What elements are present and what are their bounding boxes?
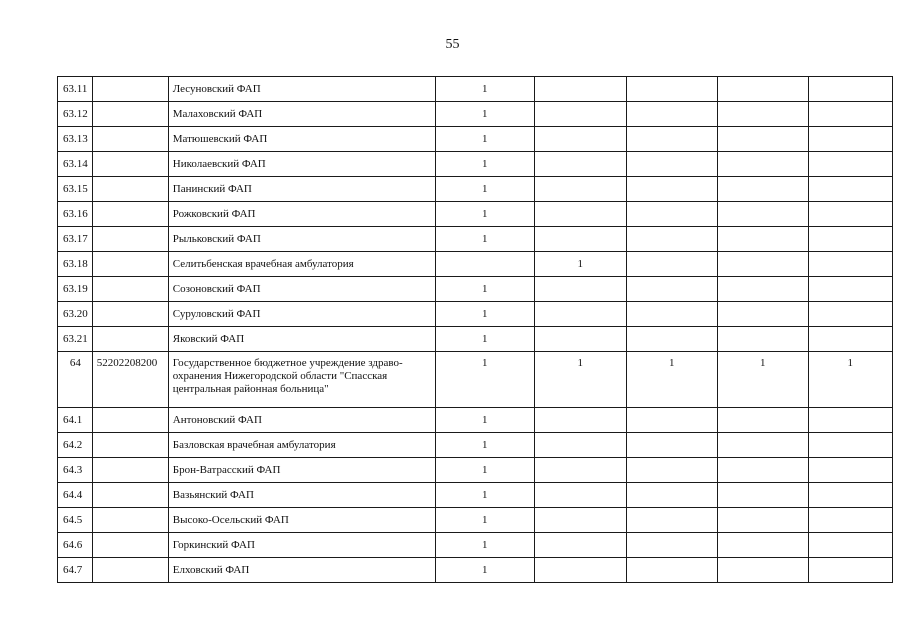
table-row <box>58 433 893 458</box>
value-cell-2 <box>534 152 626 177</box>
value-cell-2 <box>534 408 626 433</box>
value-cell-2 <box>534 327 626 352</box>
facility-name-cell: Николаевский ФАП <box>168 152 435 177</box>
table-row <box>58 352 893 408</box>
row-number-cell: 63.21 <box>58 327 93 352</box>
row-number-cell: 63.13 <box>58 127 93 152</box>
facility-table <box>57 76 893 583</box>
value-cell-1: 1 <box>435 483 534 508</box>
row-code-cell <box>92 102 168 127</box>
facility-name-cell: Лесуновский ФАП <box>168 77 435 102</box>
value-cell-4 <box>717 533 808 558</box>
table-row <box>58 508 893 533</box>
value-cell-5 <box>808 127 892 152</box>
value-cell-1: 1 <box>435 152 534 177</box>
value-cell-5 <box>808 458 892 483</box>
row-code-cell <box>92 252 168 277</box>
row-number-cell: 64.4 <box>58 483 93 508</box>
value-cell-1: 1 <box>435 408 534 433</box>
value-cell-2 <box>534 302 626 327</box>
value-cell-2 <box>534 177 626 202</box>
table-row <box>58 177 893 202</box>
row-code-cell <box>92 458 168 483</box>
row-code-cell <box>92 152 168 177</box>
value-cell-1: 1 <box>435 508 534 533</box>
table-row <box>58 408 893 433</box>
facility-name-cell: Панинский ФАП <box>168 177 435 202</box>
value-cell-2 <box>534 202 626 227</box>
table-row <box>58 252 893 277</box>
row-code-cell <box>92 327 168 352</box>
value-cell-5 <box>808 77 892 102</box>
value-cell-1: 1 <box>435 327 534 352</box>
value-cell-5 <box>808 302 892 327</box>
value-cell-4 <box>717 277 808 302</box>
facility-name-cell: Горкинский ФАП <box>168 533 435 558</box>
value-cell-3 <box>626 77 717 102</box>
value-cell-5 <box>808 177 892 202</box>
value-cell-2 <box>534 558 626 583</box>
table-row <box>58 77 893 102</box>
value-cell-3 <box>626 277 717 302</box>
value-cell-4 <box>717 152 808 177</box>
facility-name-cell: Антоновский ФАП <box>168 408 435 433</box>
value-cell-3 <box>626 483 717 508</box>
value-cell-5 <box>808 102 892 127</box>
value-cell-5 <box>808 408 892 433</box>
table-row <box>58 327 893 352</box>
value-cell-4 <box>717 227 808 252</box>
value-cell-2 <box>534 77 626 102</box>
row-number-cell: 63.14 <box>58 152 93 177</box>
row-code-cell <box>92 277 168 302</box>
value-cell-4 <box>717 127 808 152</box>
value-cell-3 <box>626 127 717 152</box>
value-cell-2 <box>534 102 626 127</box>
value-cell-1: 1 <box>435 458 534 483</box>
value-cell-4 <box>717 202 808 227</box>
value-cell-1: 1 <box>435 102 534 127</box>
value-cell-5 <box>808 533 892 558</box>
row-number-cell: 64.6 <box>58 533 93 558</box>
value-cell-3 <box>626 508 717 533</box>
row-number-cell: 64.7 <box>58 558 93 583</box>
row-code-cell <box>92 127 168 152</box>
row-number-cell: 64.3 <box>58 458 93 483</box>
value-cell-5 <box>808 227 892 252</box>
value-cell-5: 1 <box>808 352 892 408</box>
value-cell-2 <box>534 127 626 152</box>
row-number-cell: 64.2 <box>58 433 93 458</box>
value-cell-3 <box>626 408 717 433</box>
value-cell-1: 1 <box>435 127 534 152</box>
value-cell-1: 1 <box>435 202 534 227</box>
value-cell-2 <box>534 227 626 252</box>
value-cell-1: 1 <box>435 558 534 583</box>
facility-name-cell: Яковский ФАП <box>168 327 435 352</box>
value-cell-1: 1 <box>435 177 534 202</box>
table-row <box>58 533 893 558</box>
value-cell-1 <box>435 252 534 277</box>
facility-name-cell: Суруловский ФАП <box>168 302 435 327</box>
row-code-cell <box>92 408 168 433</box>
table-row <box>58 202 893 227</box>
row-number-cell: 63.15 <box>58 177 93 202</box>
row-number-cell: 63.18 <box>58 252 93 277</box>
table-row <box>58 102 893 127</box>
facility-name-cell: Брон-Ватрасский ФАП <box>168 458 435 483</box>
table-row <box>58 458 893 483</box>
value-cell-1: 1 <box>435 302 534 327</box>
value-cell-2 <box>534 533 626 558</box>
table-row <box>58 127 893 152</box>
value-cell-2: 1 <box>534 352 626 408</box>
table-row <box>58 277 893 302</box>
value-cell-4: 1 <box>717 352 808 408</box>
row-code-cell <box>92 302 168 327</box>
row-number-cell: 63.20 <box>58 302 93 327</box>
value-cell-5 <box>808 277 892 302</box>
value-cell-1: 1 <box>435 227 534 252</box>
value-cell-4 <box>717 558 808 583</box>
value-cell-3: 1 <box>626 352 717 408</box>
row-number-cell: 63.17 <box>58 227 93 252</box>
value-cell-5 <box>808 327 892 352</box>
row-code-cell <box>92 433 168 458</box>
row-number-cell: 64 <box>58 352 93 408</box>
facility-name-cell: Высоко-Осельский ФАП <box>168 508 435 533</box>
row-code-cell <box>92 227 168 252</box>
row-code-cell <box>92 202 168 227</box>
facility-name-cell: Селитьбенская врачебная амбулатория <box>168 252 435 277</box>
value-cell-4 <box>717 252 808 277</box>
value-cell-1: 1 <box>435 77 534 102</box>
row-code-cell <box>92 508 168 533</box>
value-cell-5 <box>808 252 892 277</box>
facility-name-cell: Елховский ФАП <box>168 558 435 583</box>
facility-name-cell: Вазьянский ФАП <box>168 483 435 508</box>
row-code-cell <box>92 177 168 202</box>
row-code-cell <box>92 77 168 102</box>
value-cell-4 <box>717 433 808 458</box>
row-number-cell: 64.1 <box>58 408 93 433</box>
value-cell-1: 1 <box>435 277 534 302</box>
value-cell-3 <box>626 202 717 227</box>
table-row <box>58 152 893 177</box>
value-cell-3 <box>626 458 717 483</box>
value-cell-3 <box>626 102 717 127</box>
value-cell-4 <box>717 458 808 483</box>
value-cell-3 <box>626 177 717 202</box>
table-row <box>58 227 893 252</box>
row-number-cell: 63.16 <box>58 202 93 227</box>
facility-name-cell: Созоновский ФАП <box>168 277 435 302</box>
value-cell-3 <box>626 327 717 352</box>
row-code-cell: 52202208200 <box>92 352 168 408</box>
value-cell-3 <box>626 433 717 458</box>
table-row <box>58 558 893 583</box>
row-code-cell <box>92 558 168 583</box>
facility-name-cell: Базловская врачебная амбулатория <box>168 433 435 458</box>
table-body <box>58 77 893 583</box>
row-code-cell <box>92 483 168 508</box>
row-number-cell: 63.12 <box>58 102 93 127</box>
value-cell-2 <box>534 433 626 458</box>
value-cell-3 <box>626 227 717 252</box>
value-cell-3 <box>626 152 717 177</box>
value-cell-4 <box>717 77 808 102</box>
facility-name-cell: Рыльковский ФАП <box>168 227 435 252</box>
value-cell-5 <box>808 152 892 177</box>
value-cell-4 <box>717 508 808 533</box>
facility-name-cell: Рожковский ФАП <box>168 202 435 227</box>
table-row <box>58 302 893 327</box>
value-cell-4 <box>717 102 808 127</box>
table-row <box>58 483 893 508</box>
page-number: 55 <box>445 37 460 52</box>
value-cell-4 <box>717 302 808 327</box>
value-cell-4 <box>717 327 808 352</box>
value-cell-1: 1 <box>435 533 534 558</box>
value-cell-4 <box>717 177 808 202</box>
value-cell-5 <box>808 508 892 533</box>
value-cell-5 <box>808 483 892 508</box>
value-cell-1: 1 <box>435 352 534 408</box>
value-cell-3 <box>626 302 717 327</box>
value-cell-4 <box>717 483 808 508</box>
value-cell-2 <box>534 483 626 508</box>
facility-name-cell: Матюшевский ФАП <box>168 127 435 152</box>
value-cell-1: 1 <box>435 433 534 458</box>
facility-name-cell: Малаховский ФАП <box>168 102 435 127</box>
value-cell-3 <box>626 252 717 277</box>
value-cell-4 <box>717 408 808 433</box>
value-cell-3 <box>626 558 717 583</box>
row-number-cell: 63.11 <box>58 77 93 102</box>
value-cell-2 <box>534 508 626 533</box>
value-cell-5 <box>808 202 892 227</box>
value-cell-5 <box>808 558 892 583</box>
row-number-cell: 63.19 <box>58 277 93 302</box>
row-code-cell <box>92 533 168 558</box>
value-cell-5 <box>808 433 892 458</box>
value-cell-2 <box>534 277 626 302</box>
value-cell-3 <box>626 533 717 558</box>
value-cell-2 <box>534 458 626 483</box>
value-cell-2: 1 <box>534 252 626 277</box>
facility-name-cell: Государственное бюджетное учреждение здраво-охранения Нижегородской области "Спасская центральная районная больница" <box>168 352 435 408</box>
row-number-cell: 64.5 <box>58 508 93 533</box>
